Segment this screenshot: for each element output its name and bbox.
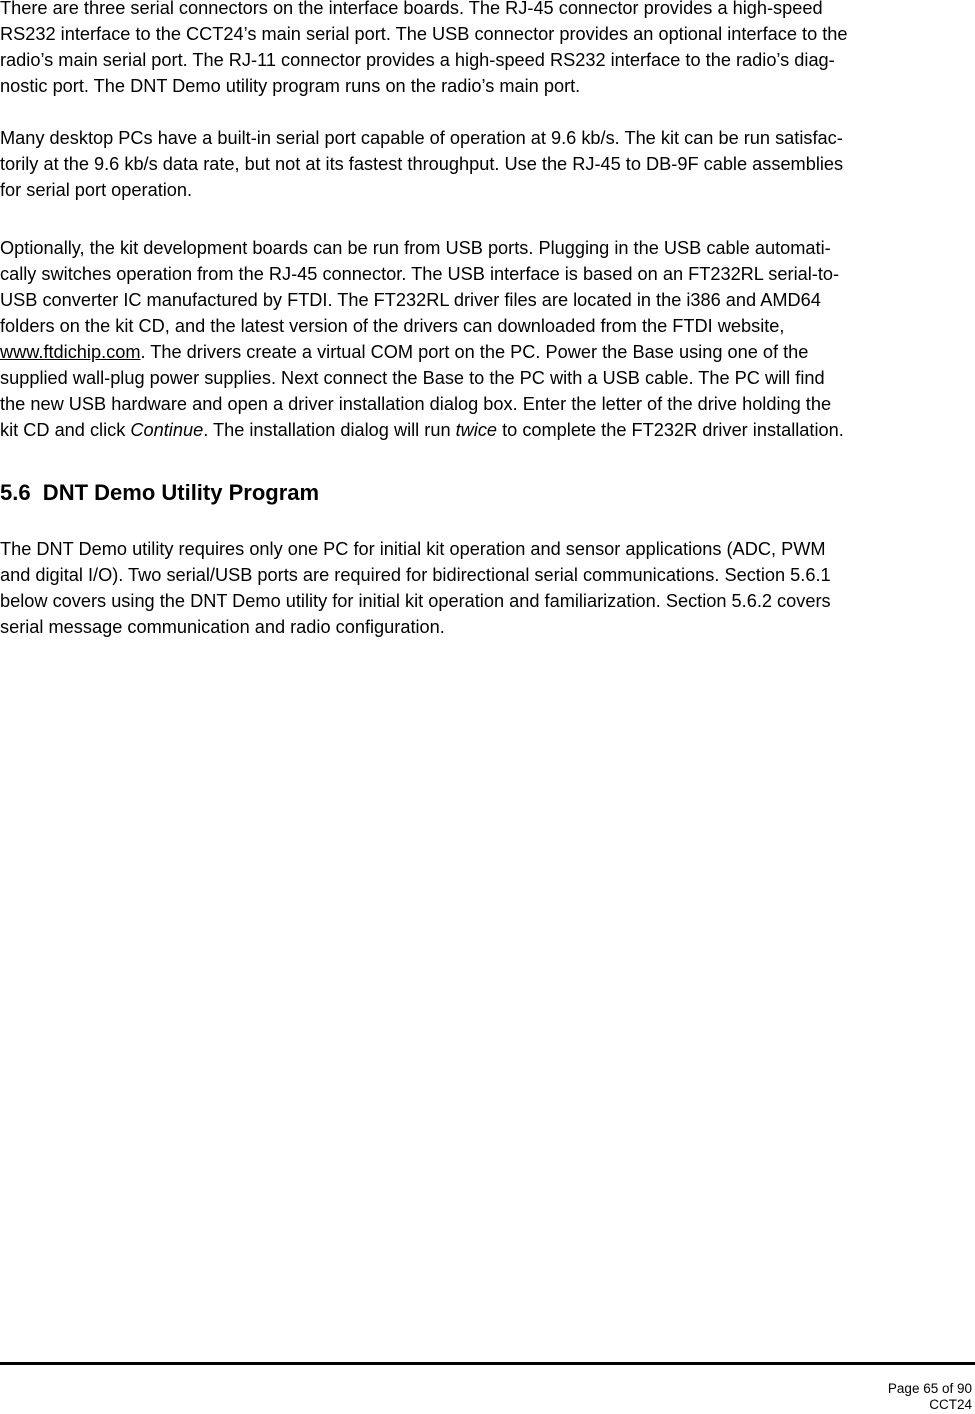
section-heading: 5.6 DNT Demo Utility Program [0, 480, 320, 505]
document-id: CCT24 [929, 1397, 972, 1412]
usb-text-part-4: to complete the FT232R driver installation. [497, 420, 844, 440]
page-footer [888, 1381, 972, 1413]
paragraph-desktop-serial-port: Many desktop PCs have a built-in serial port capable of operation at 9.6 kb/s. The kit can be run satisfac- torily at the 9.6 kb/s data rate, but not at its fastest throughput. Use the RJ-45 to DB-9F cable assemblies for serial port operation. [0, 128, 844, 200]
usb-text-part-1: Optionally, the kit development boards can be run from USB ports. Plugging in the USB cable automati- cally switches operation from the RJ-45 connector. The USB interface is based on an FT232RL serial-to- USB converter IC manufactured by FTDI. The FT232RL driver files are located in the i386 and AMD64 folders on the kit CD, and the latest version of the drivers can downloaded from the FTDI website, [0, 238, 840, 336]
footer-divider [0, 1362, 975, 1365]
usb-text-part-2: . The drivers create a virtual COM port on the PC. Power the Base using one of the supplied wall-plug power supplies. Next connect the Base to the PC with a USB cable. The PC will find the new USB hardware and open a driver installation dialog box. Enter the letter of the drive holding the kit CD and click [0, 342, 832, 440]
ftdi-website-link[interactable]: www.ftdichip.com [0, 342, 141, 362]
page-number: Page 65 of 90 [887, 1381, 972, 1396]
paragraph-usb-operation [0, 235, 975, 443]
usb-text-part-3: . The installation dialog will run [203, 420, 456, 440]
continue-emphasis: Continue [130, 420, 204, 440]
paragraph-dnt-demo-utility: The DNT Demo utility requires only one PC for initial kit operation and sensor applications (ADC, PWM and digital I/O). Two serial/USB ports are required for bidirectional serial communications. Section 5.6.1 below covers using the DNT Demo utility for initial kit operation and familiarization. Section 5.6.2 covers serial message communication and radio configuration. [0, 539, 831, 637]
twice-emphasis: twice [455, 420, 498, 440]
paragraph-serial-connectors: There are three serial connectors on the interface boards. The RJ-45 connector provides a high-speed RS232 interface to the CCT24’s main serial port. The USB connector provides an optional interface to the radio’s main serial port. The RJ-11 connector provides a high-speed RS232 interface to the radio’s diag- nostic port. The DNT Demo utility program runs on the radio’s main port. [0, 0, 848, 96]
